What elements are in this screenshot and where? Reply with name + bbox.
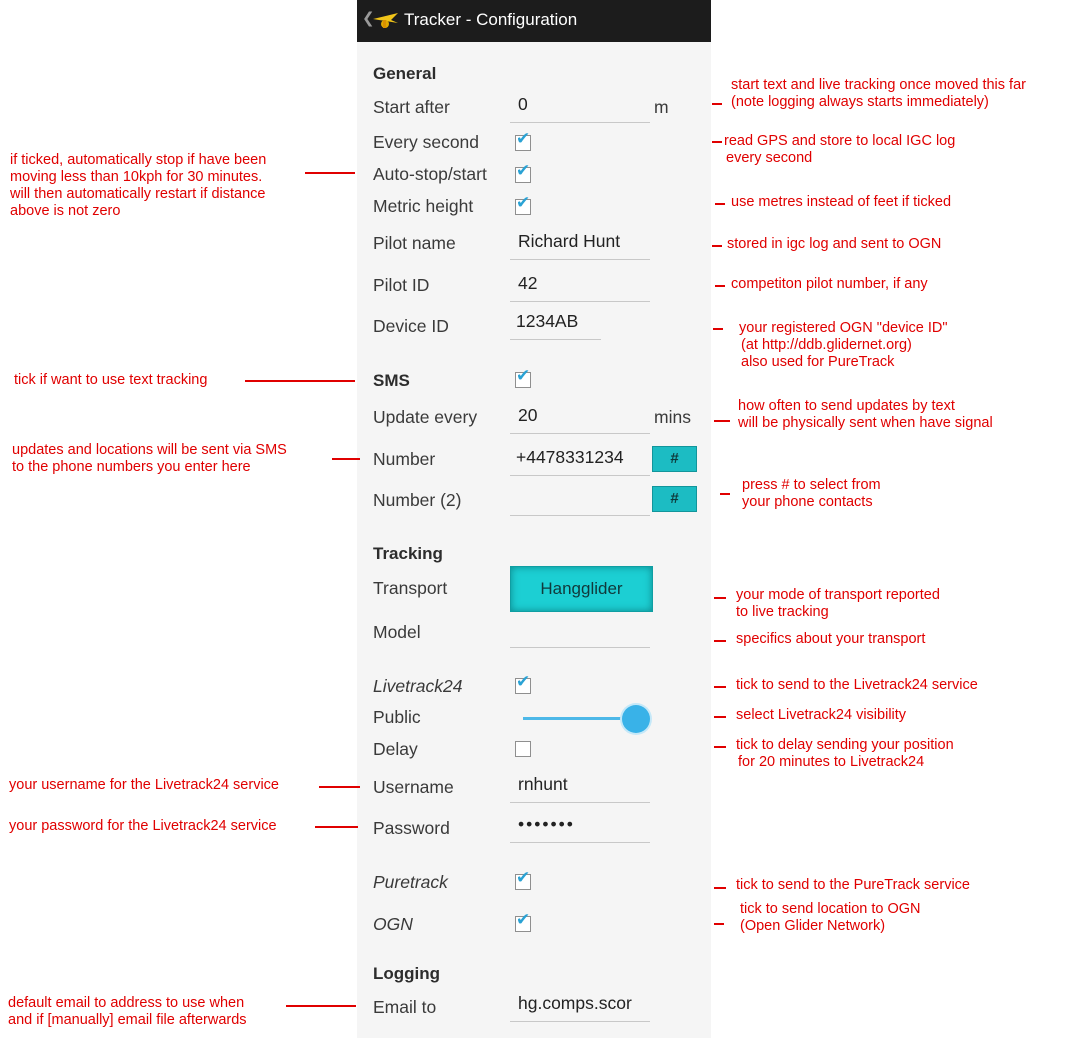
note-auto-stop: if ticked, automatically stop if have been moving less than 10kph for 30 minutes. will then automatically restart if distance above is not zero <box>10 152 267 219</box>
note-puretrack: tick to send to the PureTrack service <box>736 877 970 893</box>
note-connector <box>319 786 360 788</box>
metric-height-checkbox[interactable] <box>515 193 531 215</box>
start-after-unit: m <box>654 97 669 117</box>
email-to-input[interactable]: hg.comps.scor <box>510 991 650 1022</box>
device-id-input[interactable]: 1234AB <box>510 309 601 340</box>
update-every-label: Update every <box>373 407 478 427</box>
note-transport: your mode of transport reported to live tracking <box>736 587 940 620</box>
number2-label: Number (2) <box>373 490 462 510</box>
note-device-id: your registered OGN "device ID" (at http://ddb.glidernet.org) also used for PureTrack <box>739 320 948 370</box>
delay-checkbox[interactable] <box>515 741 531 757</box>
glider-icon[interactable] <box>371 10 401 30</box>
note-number2: press # to select from your phone contacts <box>742 477 881 510</box>
model-label: Model <box>373 622 421 642</box>
auto-stop-label: Auto-stop/start <box>373 164 487 184</box>
device-id-label: Device ID <box>373 316 449 336</box>
note-update-every: how often to send updates by text will be physically sent when have signal <box>738 398 993 431</box>
start-after-label: Start after <box>373 97 450 117</box>
public-label: Public <box>373 707 421 727</box>
pilot-id-label: Pilot ID <box>373 275 430 295</box>
transport-button[interactable]: Hangglider <box>510 566 653 612</box>
note-connector <box>712 141 722 143</box>
note-pilot-name: stored in igc log and sent to OGN <box>727 236 942 252</box>
username-input[interactable]: rnhunt <box>510 772 650 803</box>
check-icon: ✔ <box>516 161 531 181</box>
note-number: updates and locations will be sent via SMS to the phone numbers you enter here <box>12 442 287 475</box>
note-connector <box>714 597 726 599</box>
number2-input[interactable] <box>510 485 650 516</box>
note-connector <box>305 172 355 174</box>
public-slider-track[interactable] <box>523 717 635 720</box>
number2-contacts-button[interactable]: # <box>652 486 697 512</box>
section-logging: Logging <box>373 964 441 983</box>
puretrack-label: Puretrack <box>373 872 448 892</box>
note-username: your username for the Livetrack24 service <box>9 777 279 793</box>
note-email-to: default email to address to use when and if [manually] email file afterwards <box>8 995 247 1028</box>
note-connector <box>315 826 358 828</box>
pilot-name-input[interactable]: Richard Hunt <box>510 229 650 260</box>
note-connector <box>712 103 722 105</box>
chevron-left-icon[interactable]: ❮ <box>362 9 375 27</box>
action-bar <box>357 0 711 42</box>
puretrack-checkbox[interactable] <box>515 868 531 890</box>
note-connector <box>286 1005 356 1007</box>
check-icon: ✔ <box>516 868 531 888</box>
auto-stop-checkbox[interactable] <box>515 161 531 183</box>
section-tracking: Tracking <box>373 544 443 563</box>
note-metric-height: use metres instead of feet if ticked <box>731 194 952 210</box>
note-connector <box>332 458 360 460</box>
update-every-unit: mins <box>654 407 691 427</box>
every-second-checkbox[interactable] <box>515 129 531 151</box>
note-sms: tick if want to use text tracking <box>14 372 208 388</box>
transport-label: Transport <box>373 578 448 598</box>
check-icon: ✔ <box>516 910 531 930</box>
note-delay: tick to delay sending your position for 20 minutes to Livetrack24 <box>736 737 954 770</box>
username-label: Username <box>373 777 454 797</box>
note-connector <box>714 420 730 422</box>
note-connector <box>720 493 730 495</box>
check-icon: ✔ <box>516 672 531 692</box>
check-icon: ✔ <box>516 366 531 386</box>
pilot-id-input[interactable]: 42 <box>510 271 650 302</box>
delay-label: Delay <box>373 739 418 759</box>
note-pilot-id: competiton pilot number, if any <box>731 276 928 292</box>
sms-checkbox[interactable] <box>515 366 531 388</box>
password-label: Password <box>373 818 450 838</box>
metric-height-label: Metric height <box>373 196 474 216</box>
check-icon: ✔ <box>516 129 531 149</box>
section-general: General <box>373 64 437 83</box>
note-public: select Livetrack24 visibility <box>736 707 907 723</box>
note-password: your password for the Livetrack24 service <box>9 818 277 834</box>
note-connector <box>714 746 726 748</box>
number-input[interactable]: +4478331234 <box>510 445 650 476</box>
start-after-input[interactable]: 0 <box>510 92 650 123</box>
note-connector <box>714 716 726 718</box>
note-connector <box>712 245 722 247</box>
note-connector <box>714 686 726 688</box>
section-sms: SMS <box>373 371 410 390</box>
model-input[interactable] <box>510 617 650 648</box>
update-every-input[interactable]: 20 <box>510 403 650 434</box>
check-icon: ✔ <box>516 193 531 213</box>
note-connector <box>713 328 723 330</box>
note-every-second: read GPS and store to local IGC log every second <box>724 133 956 166</box>
livetrack24-label: Livetrack24 <box>373 676 463 696</box>
note-ogn: tick to send location to OGN (Open Glider Network) <box>740 901 921 934</box>
note-livetrack24: tick to send to the Livetrack24 service <box>736 677 978 693</box>
number-contacts-button[interactable]: # <box>652 446 697 472</box>
pilot-name-label: Pilot name <box>373 233 456 253</box>
email-to-label: Email to <box>373 997 437 1017</box>
note-connector <box>714 640 726 642</box>
note-connector <box>245 380 355 382</box>
note-connector <box>714 887 726 889</box>
number-label: Number <box>373 449 436 469</box>
note-start-after: start text and live tracking once moved this far (note logging always starts immediately) <box>731 77 1026 110</box>
password-input[interactable]: ••••••• <box>510 812 650 843</box>
settings-screen <box>357 0 711 1038</box>
app-title: Tracker - Configuration <box>404 10 578 29</box>
note-model: specifics about your transport <box>736 631 926 647</box>
note-connector <box>715 285 725 287</box>
public-slider-thumb[interactable] <box>622 705 650 733</box>
note-connector <box>715 203 725 205</box>
livetrack24-checkbox[interactable] <box>515 672 531 694</box>
every-second-label: Every second <box>373 132 480 152</box>
ogn-checkbox[interactable] <box>515 910 531 932</box>
note-connector <box>714 923 724 925</box>
ogn-label: OGN <box>373 914 413 934</box>
